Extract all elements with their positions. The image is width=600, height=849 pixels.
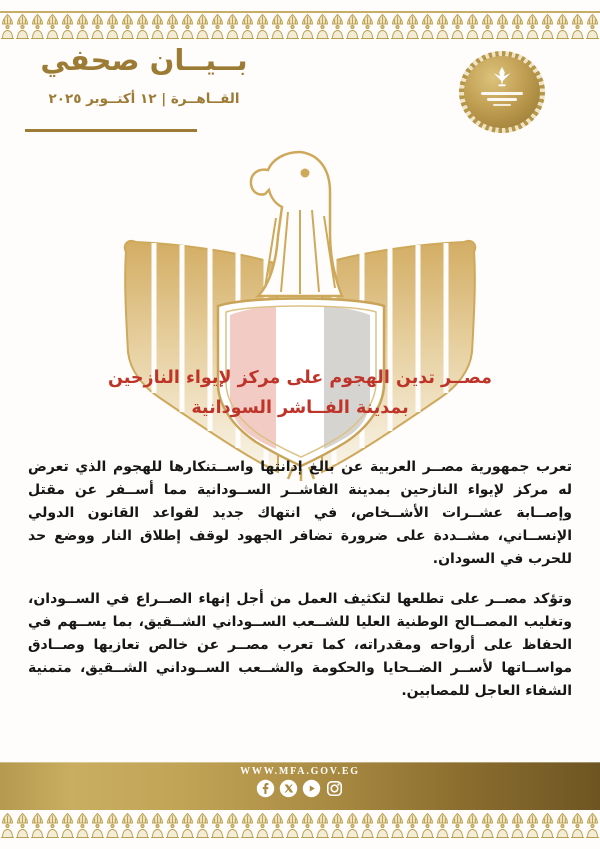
lotus-motif [435,13,450,40]
lotus-motif [105,13,120,40]
lotus-motif [300,812,315,839]
header [35,44,253,107]
facebook-icon[interactable] [256,779,275,798]
lotus-motif [105,812,120,839]
headline-line-1: مصــر تدين الهجوم على مركز لإيواء النازحين [108,368,492,388]
lotus-motif [570,812,585,839]
lotus-border-top [0,11,600,40]
lotus-motif [390,13,405,40]
lotus-motif [510,812,525,839]
lotus-motif [525,13,540,40]
lotus-motif [45,13,60,40]
seal-text-line [487,98,517,101]
x-icon[interactable] [279,779,298,798]
ministry-seal [459,51,545,133]
date-location-line: القــاهــرة | ١٢ أكتــوبر ٢٠٢٥ [48,91,240,108]
lotus-motif [465,812,480,839]
lotus-motif [360,812,375,839]
instagram-icon[interactable] [325,779,344,798]
lotus-motif [60,13,75,40]
lotus-motif [195,13,210,40]
seal-text-line [481,92,523,95]
lotus-motif [555,812,570,839]
lotus-motif [90,812,105,839]
social-icons-row [256,779,344,798]
lotus-motif [150,812,165,839]
lotus-motif [285,13,300,40]
lotus-motif [540,13,555,40]
lotus-motif [75,13,90,40]
lotus-motif [30,13,45,40]
lotus-motif [15,812,30,839]
statement-body [28,456,572,720]
lotus-motif [15,13,30,40]
paragraph-1: تعرب جمهورية مصــر العربية عن بالغ إدانتها واســتنكارها للهجوم الذي تعرض له مركز لإيواء النازحين بمدينة الفاشــر الســودانية مما أســفر عن مقتل وإصــابة عشــرات الأشــخاص، في انتهاك جديد لقواعد القانون الدولي الإنســاني، مشــددة على ضرورة تضافر الجهود لوقف إطلاق النار ووضع حد للحرب في السودان. [28,459,572,567]
lotus-motif [210,13,225,40]
lotus-motif [330,13,345,40]
website-url[interactable]: WWW.MFA.GOV.EG [240,766,360,777]
lotus-motif [210,812,225,839]
seal-eagle-icon [490,65,514,89]
lotus-motif [450,812,465,839]
lotus-motif [255,13,270,40]
seal-text-line [493,104,511,106]
header-divider [25,129,197,132]
lotus-motif [330,812,345,839]
lotus-motif [375,13,390,40]
lotus-motif [135,812,150,839]
lotus-motif [180,13,195,40]
lotus-motif [375,812,390,839]
headline-line-2: بمدينة الفــاشر السودانية [191,398,409,418]
paragraph-2: وتؤكد مصــر على تطلعها لتكثيف العمل من أجل إنهاء الصــراع في الســودان، وتغليب المصــالح الوطنية العليا للشــعب الســوداني الشــقيق، بما يســهم في الحفاظ على أرواحه ومقدراته، كما تعرب مصــر عن خالص تعازيها وصــادق مواســاتها لأســر الضــحايا والحكومة والشــعب الســوداني الشــقيق، متمنية الشفاء العاجل للمصابين. [28,591,572,699]
lotus-motif [165,13,180,40]
lotus-motif [90,13,105,40]
lotus-motif [405,812,420,839]
lotus-motif [345,13,360,40]
lotus-motif [495,13,510,40]
lotus-motif [120,812,135,839]
lotus-motif [75,812,90,839]
lotus-motif [360,13,375,40]
youtube-icon[interactable] [302,779,321,798]
lotus-motif [270,812,285,839]
lotus-motif [510,13,525,40]
lotus-motif [300,13,315,40]
lotus-motif [150,13,165,40]
lotus-motif [120,13,135,40]
lotus-motif [180,812,195,839]
lotus-motif [45,812,60,839]
lotus-motif [315,812,330,839]
lotus-motif [315,13,330,40]
eagle-watermark [118,146,482,486]
lotus-motif [585,812,600,839]
seal-core [464,56,540,128]
lotus-motif [165,812,180,839]
lotus-motif [30,812,45,839]
lotus-motif [480,812,495,839]
lotus-motif [225,13,240,40]
lotus-motif [240,812,255,839]
lotus-motif [540,812,555,839]
lotus-motif [195,812,210,839]
lotus-motif [555,13,570,40]
footer-band [0,762,600,810]
lotus-motif [255,812,270,839]
statement-headline [0,363,600,423]
lotus-motif [345,812,360,839]
statement-type-title: بــيــان صحفي [40,43,248,77]
lotus-motif [405,13,420,40]
lotus-motif [225,812,240,839]
lotus-border-bottom [0,812,600,839]
lotus-motif [570,13,585,40]
lotus-motif [495,812,510,839]
lotus-motif [390,812,405,839]
lotus-motif [60,812,75,839]
lotus-motif [270,13,285,40]
lotus-motif [480,13,495,40]
lotus-motif [465,13,480,40]
lotus-motif [450,13,465,40]
lotus-motif [420,13,435,40]
lotus-motif [435,812,450,839]
lotus-motif [240,13,255,40]
lotus-motif [420,812,435,839]
lotus-motif [135,13,150,40]
lotus-motif [525,812,540,839]
lotus-motif [285,812,300,839]
lotus-motif [585,13,600,40]
lotus-motif [0,812,15,839]
lotus-motif [0,13,15,40]
